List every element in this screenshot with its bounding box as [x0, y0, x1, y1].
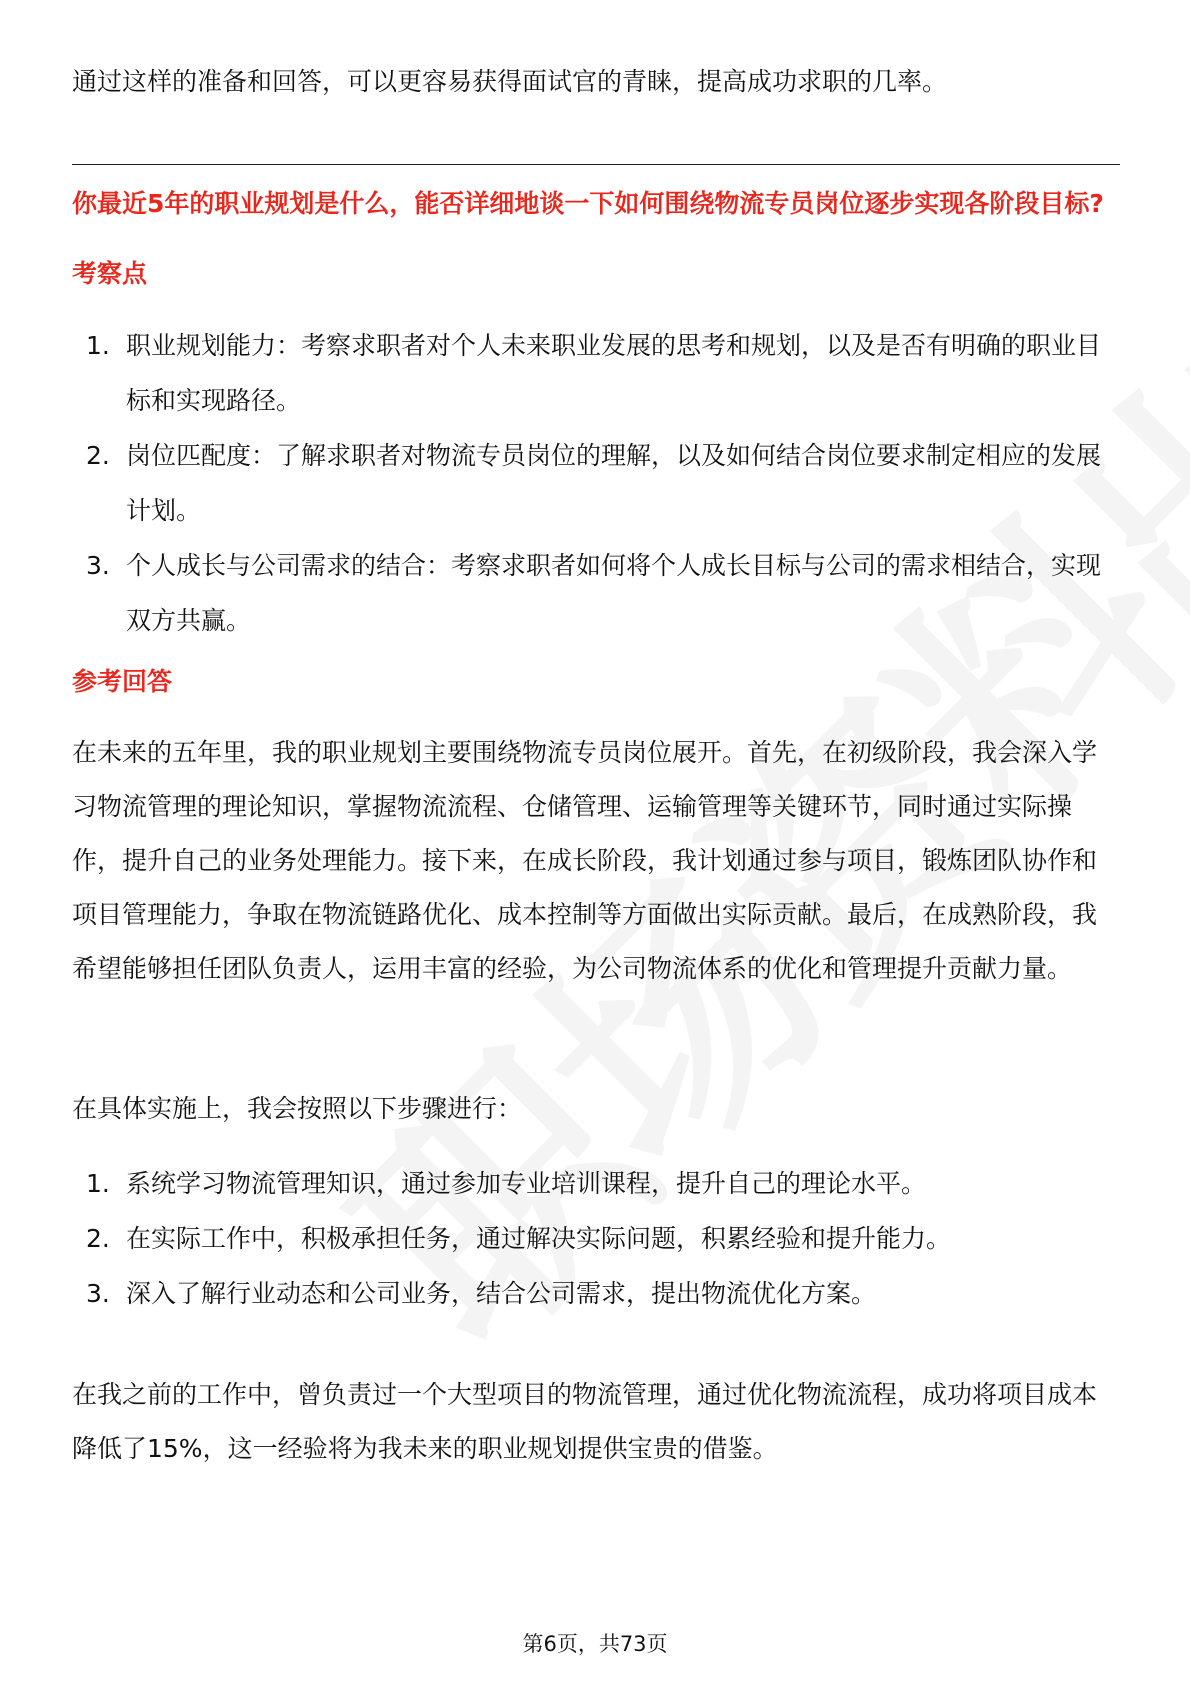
question-heading: 你最近5年的职业规划是什么，能否详细地谈一下如何围绕物流专员岗位逐步实现各阶段目标? — [72, 189, 1104, 218]
answer-title: 参考回答 — [72, 667, 173, 696]
points-list — [72, 318, 1120, 648]
page-number-footer: 第6页，共73页 — [522, 1632, 668, 1656]
list-item — [72, 318, 1120, 428]
answer-paragraph: 在具体实施上，我会按照以下步骤进行： — [72, 1094, 523, 1123]
intro-text: 通过这样的准备和回答，可以更容易获得面试官的青睐，提高成功求职的几率。 — [72, 67, 948, 96]
list-text: 在实际工作中，积极承担任务，通过解决实际问题，积累经验和提升能力。 — [126, 1224, 952, 1253]
list-text: 个人成长与公司需求的结合：考察求职者如何将个人成长目标与公司的需求相结合，实现双方共赢。 — [126, 551, 1102, 635]
list-number: 3. — [86, 551, 110, 580]
list-number: 2. — [86, 441, 110, 470]
list-text: 系统学习物流管理知识，通过参加专业培训课程，提升自己的理论水平。 — [126, 1169, 927, 1198]
list-number: 1. — [86, 1169, 110, 1198]
list-item — [72, 1211, 1120, 1266]
answer-paragraph: 在我之前的工作中，曾负责过一个大型项目的物流管理，通过优化物流流程，成功将项目成本降低了15%，这一经验将为我未来的职业规划提供宝贵的借鉴。 — [72, 1380, 1098, 1463]
list-item — [72, 1156, 1120, 1211]
section-divider — [72, 164, 1120, 165]
list-number: 1. — [86, 331, 110, 360]
list-number: 3. — [86, 1279, 110, 1308]
list-item — [72, 1266, 1120, 1321]
list-number: 2. — [86, 1224, 110, 1253]
list-text: 职业规划能力：考察求职者对个人未来职业发展的思考和规划，以及是否有明确的职业目标和实现路径。 — [126, 331, 1102, 415]
list-item — [72, 428, 1120, 538]
answer-paragraph: 在未来的五年里，我的职业规划主要围绕物流专员岗位展开。首先，在初级阶段，我会深入学习物流管理的理论知识，掌握物流流程、仓储管理、运输管理等关键环节，同时通过实际操作，提升自己的业务处理能力。接下来，在成长阶段，我计划通过参与项目，锻炼团队协作和项目管理能力，争取在物流链路优化、成本控制等方面做出实际贡献。最后，在成熟阶段，我希望能够担任团队负责人，运用丰富的经验，为公司物流体系的优化和管理提升贡献力量。 — [72, 738, 1098, 983]
list-item — [72, 538, 1120, 648]
steps-list — [72, 1156, 1120, 1321]
list-text: 岗位匹配度：了解求职者对物流专员岗位的理解，以及如何结合岗位要求制定相应的发展计划。 — [126, 441, 1102, 525]
list-text: 深入了解行业动态和公司业务，结合公司需求，提出物流优化方案。 — [126, 1279, 877, 1308]
points-title: 考察点 — [72, 259, 148, 288]
